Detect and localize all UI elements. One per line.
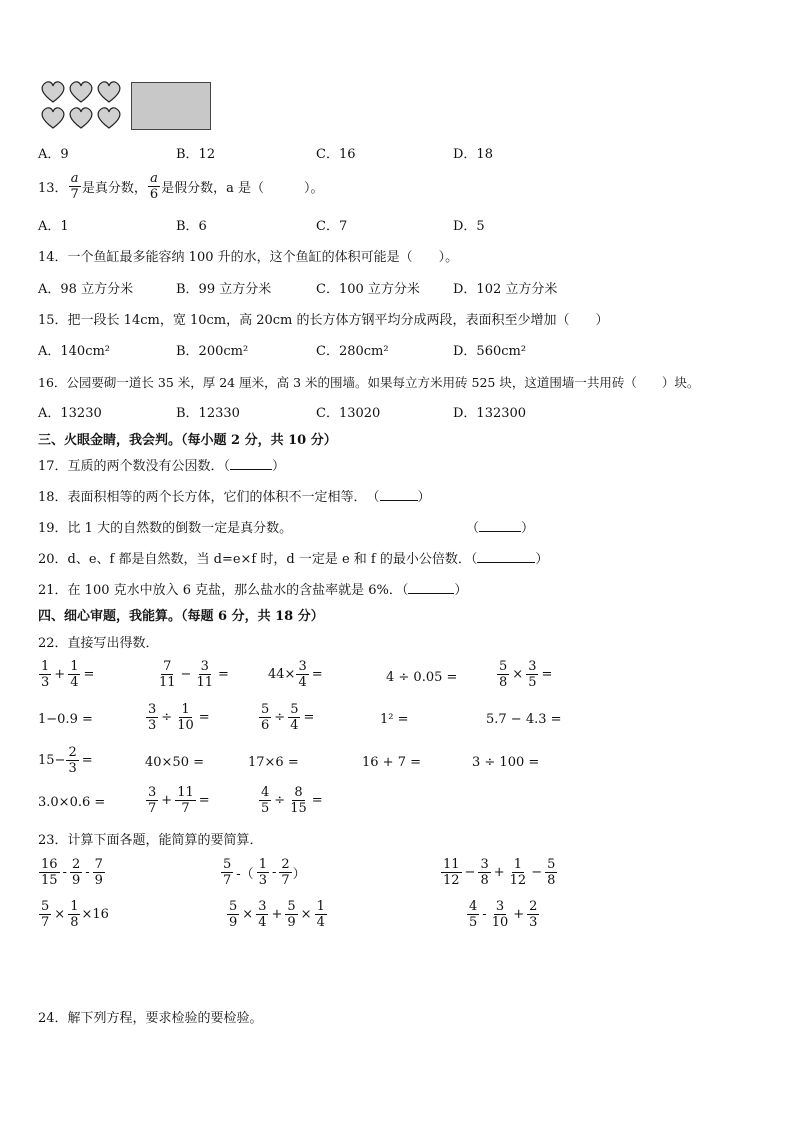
q14-option-b[interactable]: B．99 立方分米 [176, 282, 272, 297]
calc-r1a: $\frac{1}{3}$ + $\frac{1}{4}$ = [41, 659, 95, 690]
calc-r2a: 1−0.9 = [38, 712, 93, 727]
q17-answer-blank[interactable] [230, 469, 272, 470]
q16-option-d[interactable]: D．132300 [453, 406, 527, 421]
q24-title: 24．解下列方程，要求检验的要检验。 [38, 1011, 263, 1026]
q13-option-b[interactable]: B．6 [176, 219, 207, 234]
calc-r1e: $\frac{5}{8}$ × $\frac{3}{5}$ = [499, 659, 553, 690]
q18-answer-blank[interactable] [380, 500, 418, 501]
q16-option-b[interactable]: B．12330 [176, 406, 240, 421]
q21-answer-blank[interactable] [408, 593, 454, 594]
q14-option-a[interactable]: A．98 立方分米 [38, 282, 134, 297]
expr-e5: $\frac{5}{9}$ × $\frac{3}{4}$ + $\frac{5}{9}$ × $\frac{1}{4}$ [229, 899, 325, 930]
calc-r3c: 17×6 = [248, 755, 299, 770]
q12-option-b[interactable]: B．12 [176, 147, 216, 162]
q21-stem: 21．在 100 克水中放入 6 克盐，那么盐水的含盐率就是 6%．（ ） [38, 583, 468, 598]
expr-e1: $\frac{16}{15}$ - $\frac{2}{9}$ - $\frac{7}{9}$ [41, 857, 103, 888]
expr-e6: $\frac{4}{5}$ - $\frac{3}{10}$ + $\frac{2}{3}$ [469, 899, 538, 930]
q23-title: 23．计算下面各题，能简算的要简算． [38, 833, 263, 848]
q12-option-d[interactable]: D．18 [453, 147, 493, 162]
q22-title: 22．直接写出得数． [38, 636, 159, 651]
section-4-heading: 四、细心审题，我能算。（每题 6 分，共 18 分） [38, 609, 324, 624]
q19-answer: （ ） [466, 521, 535, 536]
q15-option-a[interactable]: A．140cm² [38, 344, 111, 359]
calc-r2b: $\frac{3}{3}$ ÷ $\frac{1}{10}$ = [148, 702, 210, 733]
calc-r1b: $\frac{7}{11}$ − $\frac{3}{11}$ = [159, 659, 229, 690]
q20-answer-blank[interactable] [477, 562, 535, 563]
calc-r1c: 44× $\frac{3}{4}$ = [268, 659, 323, 690]
q13-option-c[interactable]: C．7 [316, 219, 348, 234]
q16-option-c[interactable]: C．13020 [316, 406, 381, 421]
calc-r1d: 4 ÷ 0.05 = [386, 670, 458, 685]
shaded-rectangle [131, 82, 211, 130]
expr-e3: $\frac{11}{12}$ − $\frac{3}{8}$ + $\frac{1}{12}$ − $\frac{5}{8}$ [443, 857, 556, 888]
calc-r3d: 16 + 7 = [362, 755, 421, 770]
q14-option-d[interactable]: D．102 立方分米 [453, 282, 558, 297]
calc-r2c: $\frac{5}{6}$ ÷ $\frac{5}{4}$ = [261, 702, 315, 733]
q19-stem: 19．比 1 大的自然数的倒数一定是真分数。 [38, 521, 293, 536]
calc-r4b: $\frac{3}{7}$ + $\frac{11}{7}$ = [148, 785, 210, 816]
expr-e4: $\frac{5}{7}$ × $\frac{1}{8}$ ×16 [41, 899, 109, 930]
calc-r4c: $\frac{4}{5}$ ÷ $\frac{8}{15}$ = [261, 785, 323, 816]
q13-stem: 13． $\frac{a}{7}$ 是真分数， $\frac{a}{6}$ 是假分数，a 是（ ）。 [38, 171, 324, 202]
calc-r4a: 3.0×0.6 = [38, 795, 106, 810]
calc-r3a: 15− $\frac{2}{3}$ = [38, 745, 93, 776]
q15-option-d[interactable]: D．560cm² [453, 344, 527, 359]
q15-option-c[interactable]: C．280cm² [316, 344, 389, 359]
hearts-figure [40, 80, 126, 132]
q12-option-a[interactable]: A．9 [38, 147, 69, 162]
calc-r3b: 40×50 = [145, 755, 205, 770]
q14-stem: 14．一个鱼缸最多能容纳 100 升的水，这个鱼缸的体积可能是（ ）。 [38, 250, 459, 265]
q16-stem: 16．公园要砌一道长 35 米，厚 24 厘米，高 3 米的围墙。如果每立方米用砖 525 块，这道围墙一共用砖（ ）块。 [38, 375, 700, 390]
q14-option-c[interactable]: C．100 立方分米 [316, 282, 420, 297]
q20-stem: 20．d、e、f 都是自然数，当 d=e×f 时，d 一定是 e 和 f 的最小公倍数．（ ） [38, 552, 549, 567]
q18-stem: 18．表面积相等的两个长方体，它们的体积不一定相等． （ ） [38, 490, 431, 505]
section-3-heading: 三、火眼金睛，我会判。（每小题 2 分，共 10 分） [38, 433, 337, 448]
q13-option-a[interactable]: A．1 [38, 219, 69, 234]
q13-option-d[interactable]: D．5 [453, 219, 485, 234]
q16-option-a[interactable]: A．13230 [38, 406, 102, 421]
calc-r2e: 5.7 − 4.3 = [486, 712, 562, 727]
calc-r3e: 3 ÷ 100 = [472, 755, 540, 770]
expr-e2: $\frac{5}{7}$ -（ $\frac{1}{3}$ - $\frac{2}{7}$ ） [223, 857, 306, 888]
q19-answer-blank[interactable] [479, 531, 521, 532]
q12-option-c[interactable]: C．16 [316, 147, 356, 162]
calc-r2d: 1² = [380, 712, 409, 727]
q17-stem: 17．互质的两个数没有公因数．（ ） [38, 459, 286, 474]
q15-stem: 15．把一段长 14cm，宽 10cm，高 20cm 的长方体方钢平均分成两段，表面积至少增加（ ） [38, 313, 609, 328]
q15-option-b[interactable]: B．200cm² [176, 344, 249, 359]
